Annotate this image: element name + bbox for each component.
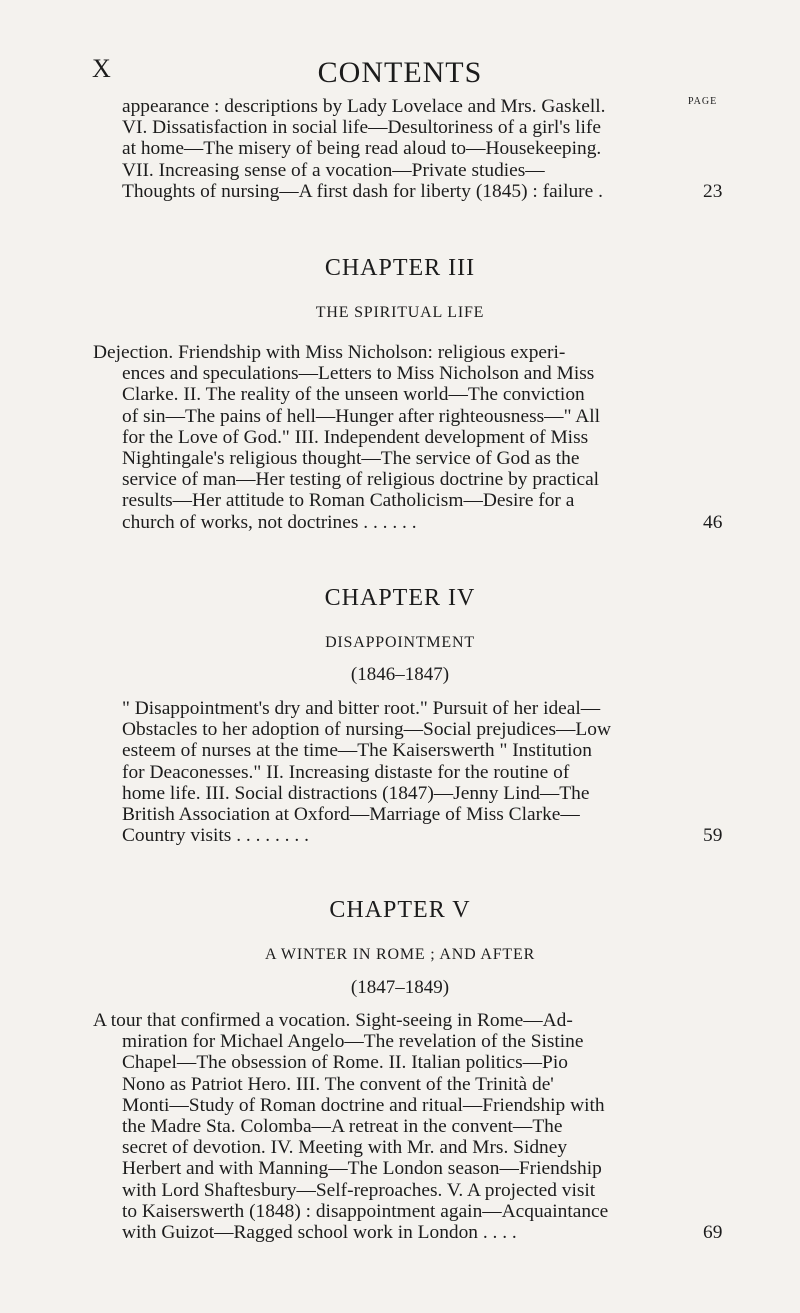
entry-line: Nono as Patriot Hero. III. The convent of the Trinità de' (122, 1073, 554, 1095)
page-title: CONTENTS (317, 56, 483, 89)
entry-line: secret of devotion. IV. Meeting with Mr. and Mrs. Sidney (122, 1137, 568, 1159)
chapter-heading: CHAPTER IV (324, 585, 476, 611)
entry-line: the Madre Sta. Colomba—A retreat in the convent—The (122, 1116, 563, 1138)
entry-line: results—Her attitude to Roman Catholicism—Desire for a (122, 490, 575, 512)
page-reference: 69 (703, 1222, 723, 1243)
entry-line: Country visits . . . . . . . . (122, 825, 309, 847)
entry-line: church of works, not doctrines . . . . . . (122, 511, 417, 533)
entry-line: Dejection. Friendship with Miss Nicholson: religious experi- (93, 342, 566, 363)
entry-line: Thoughts of nursing—A first dash for liberty (1845) : failure . (122, 180, 603, 202)
entry-line: miration for Michael Angelo—The revelation of the Sistine (122, 1031, 584, 1053)
contents-entry-continued (122, 96, 662, 202)
entry-line: Obstacles to her adoption of nursing—Social prejudices—Low (122, 719, 611, 741)
entry-line: to Kaiserswerth (1848) : disappointment again—Acquaintance (122, 1200, 609, 1222)
entry-line: " Disappointment's dry and bitter root." Pursuit of her ideal— (122, 698, 601, 719)
page-reference: 59 (703, 825, 723, 846)
entry-line: for Deaconesses." II. Increasing distaste for the routine of (122, 761, 570, 783)
entry-line: VII. Increasing sense of a vocation—Private studies— (122, 159, 545, 181)
entry-line: VI. Dissatisfaction in social life—Desultoriness of a girl's life (122, 117, 601, 139)
entry-line: Nightingale's religious thought—The service of God as the (122, 448, 580, 470)
entry-line: of sin—The pains of hell—Hunger after righteousness—" All (122, 405, 601, 427)
page-column-label: PAGE (688, 96, 718, 107)
entry-line: esteem of nurses at the time—The Kaiserswerth " Institution (122, 740, 592, 762)
entry-line: Herbert and with Manning—The London season—Friendship (122, 1158, 602, 1180)
entry-line: Clarke. II. The reality of the unseen world—The conviction (122, 384, 585, 406)
page-reference: 23 (703, 181, 723, 202)
chapter-date-range: (1846–1847) (350, 664, 450, 685)
chapter-subtitle: A WINTER IN ROME ; AND AFTER (264, 946, 536, 963)
chapter-heading: CHAPTER III (324, 255, 476, 281)
entry-line: Monti—Study of Roman doctrine and ritual—Friendship with (122, 1094, 605, 1116)
chapter-summary (93, 698, 665, 846)
page-reference: 46 (703, 512, 723, 533)
entry-line: for the Love of God." III. Independent development of Miss (122, 426, 589, 448)
entry-line: Chapel—The obsession of Rome. II. Italian politics—Pio (122, 1052, 568, 1074)
chapter-subtitle: DISAPPOINTMENT (325, 634, 475, 651)
entry-line: service of man—Her testing of religious doctrine by practical (122, 469, 600, 491)
chapter-summary (93, 1010, 665, 1243)
page-number-roman: X (92, 54, 111, 83)
chapter-subtitle: THE SPIRITUAL LIFE (315, 304, 485, 321)
entry-line: A tour that confirmed a vocation. Sight-seeing in Rome—Ad- (93, 1010, 573, 1031)
entry-line: at home—The misery of being read aloud to—Housekeeping. (122, 138, 602, 160)
entry-line: home life. III. Social distractions (1847)—Jenny Lind—The (122, 782, 590, 804)
entry-line: appearance : descriptions by Lady Lovelace and Mrs. Gaskell. (122, 96, 606, 117)
chapter-heading: CHAPTER V (329, 897, 471, 923)
entry-line: with Lord Shaftesbury—Self-reproaches. V. A projected visit (122, 1179, 596, 1201)
entry-line: British Association at Oxford—Marriage of Miss Clarke— (122, 804, 580, 826)
entry-line: with Guizot—Ragged school work in London . . . . (122, 1222, 517, 1244)
entry-line: ences and speculations—Letters to Miss Nicholson and Miss (122, 363, 595, 385)
chapter-summary (93, 342, 665, 533)
chapter-date-range: (1847–1849) (350, 977, 450, 998)
